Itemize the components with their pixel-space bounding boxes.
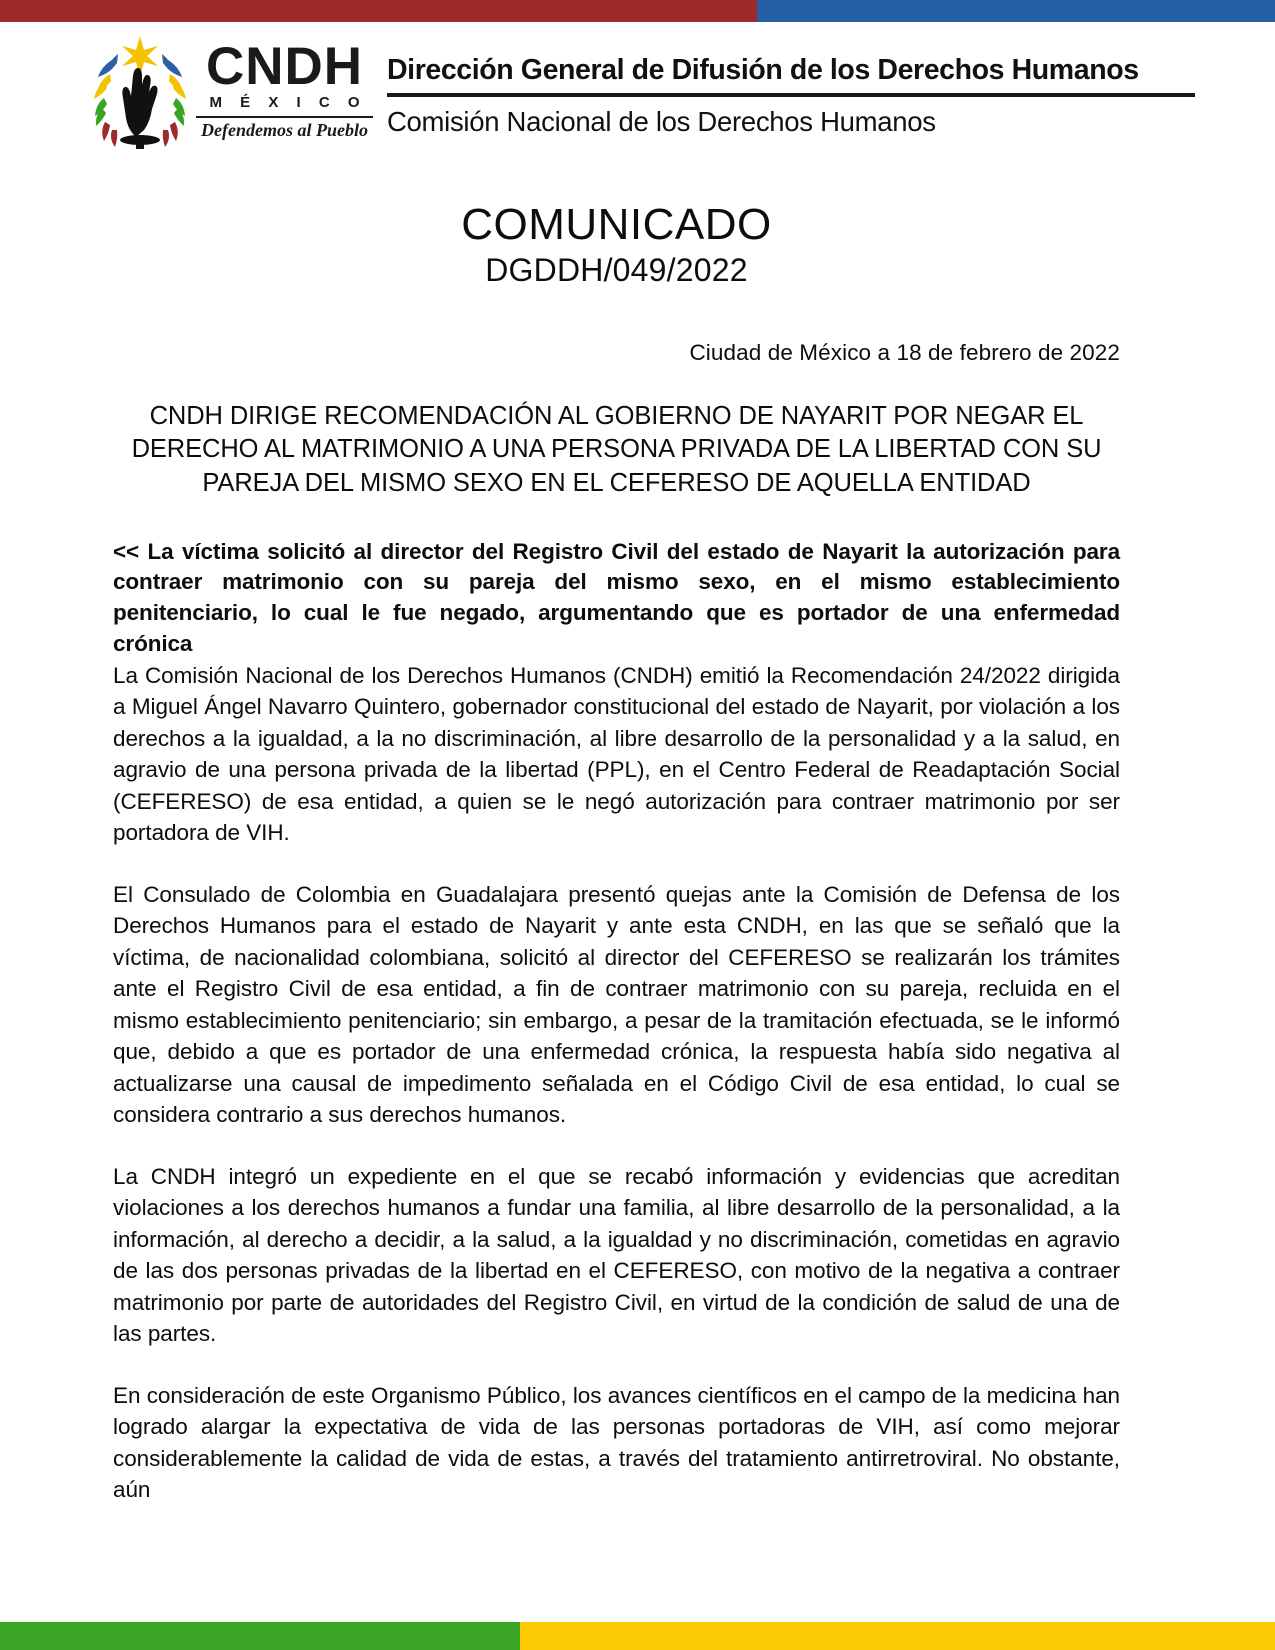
header-direccion-general-title: Dirección General de Difusión de los Derechos Humanos: [387, 54, 1139, 86]
body-paragraph: En consideración de este Organismo Público, los avances científicos en el campo de la medicina han logrado alargar la expectativa de vida de las personas portadoras de VIH, así como mejorar considerablemente la calidad de vida de estas, a través del tratamiento antirretroviral. No obstante, aún: [113, 1382, 1120, 1503]
header-title-block: [373, 30, 1195, 138]
top-bar-blue-segment: [757, 0, 1275, 22]
cndh-emblem-icon: [88, 30, 192, 150]
body-paragraph: La CNDH integró un expediente en el que se recabó información y evidencias que acreditan violaciones a los derechos humanos a fundar una familia, al libre desarrollo de la personalidad, a la información, al derecho a decidir, a la salud, a la igualdad y no discriminación, cometidas en agravio de las dos personas privadas de la libertad en el CEFERESO, con motivo de la negativa a contraer matrimonio por parte de autoridades del Registro Civil, en virtud de la condición de salud de una de las partes.: [113, 1163, 1120, 1347]
document-headline: CNDH DIRIGE RECOMENDACIÓN AL GOBIERNO DE NAYARIT POR NEGAR EL DERECHO AL MATRIMONIO A UNA PERSONA PRIVADA DE LA LIBERTAD CON SU PAREJA DEL MISMO SEXO EN EL CEFERESO DE AQUELLA ENTIDAD: [131, 401, 1102, 497]
document-date: Ciudad de México a 18 de febrero de 2022: [689, 339, 1120, 365]
top-color-bar: [0, 0, 1275, 22]
body-paragraph: La Comisión Nacional de los Derechos Humanos (CNDH) emitió la Recomendación 24/2022 dirigida a Miguel Ángel Navarro Quintero, gobernador constitucional del estado de Nayarit, por violación a los derechos a la igualdad, a la no discriminación, al libre desarrollo de la personalidad y a la salud, en agravio de una persona privada de la libertad (PPL), en el Centro Federal de Readaptación Social (CEFERESO) de esa entidad, a quien se le negó autorización para contraer matrimonio por ser portadora de VIH.: [113, 662, 1120, 846]
bottom-bar-green-segment: [0, 1622, 520, 1650]
cndh-motto: Defendemos al Pueblo: [201, 120, 368, 141]
bottom-bar-yellow-segment: [520, 1622, 1275, 1650]
body-paragraph: El Consulado de Colombia en Guadalajara presentó quejas ante la Comisión de Defensa de los Derechos Humanos para el estado de Nayarit y ante esta CNDH, en las que se señaló que la víctima, de nacionalidad colombiana, solicitó al director del CEFERESO se realizarán los trámites ante el Registro Civil de esa entidad, a fin de contraer matrimonio con su pareja, recluida en el mismo establecimiento penitenciario; sin embargo, a pesar de la tramitación efectuada, se le informó que, debido a que es portador de una enfermedad crónica, la respuesta había sido negativa al actualizarse una causal de impedimento señalada en el Código Civil de esa entidad, lo cual se considera contrario a sus derechos humanos.: [113, 881, 1120, 1128]
cndh-country-label: M É X I C O: [196, 94, 373, 118]
document-lead-paragraph: << La víctima solicitó al director del Registro Civil del estado de Nayarit la autorización para contraer matrimonio con su pareja del mismo sexo, en el mismo establecimiento penitenciario, lo cual le fue negado, argumentando que es portador de una enfermedad crónica: [113, 538, 1120, 657]
document-reference-number: DGDDH/049/2022: [485, 252, 748, 289]
cndh-logo: [88, 30, 373, 150]
document-header: [88, 30, 1195, 155]
bottom-color-bar: [0, 1622, 1275, 1650]
page-title: COMUNICADO: [461, 200, 772, 249]
cndh-logo-wordmark: [196, 30, 373, 141]
document-paragraphs: [113, 660, 1120, 1506]
header-comision-nacional-title: Comisión Nacional de los Derechos Humanos: [387, 106, 936, 137]
top-bar-red-segment: [0, 0, 757, 22]
document-body: [113, 200, 1120, 1528]
cndh-acronym: CNDH: [205, 37, 364, 96]
header-divider: [387, 93, 1195, 97]
